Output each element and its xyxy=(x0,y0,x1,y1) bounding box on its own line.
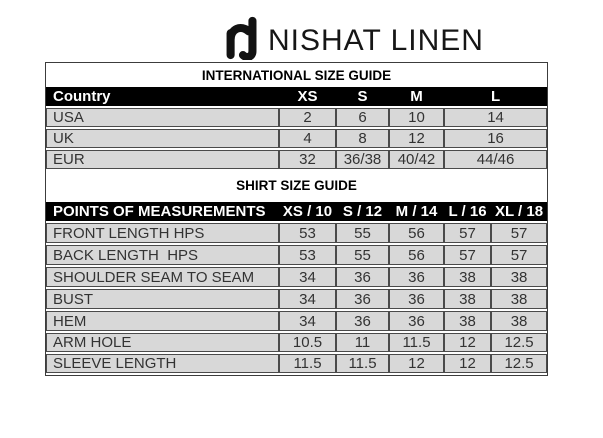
measurement-value: 36 xyxy=(389,289,444,309)
row-label: HEM xyxy=(46,311,279,331)
measurement-value: 12.5 xyxy=(491,354,547,373)
table-row-hem xyxy=(46,311,547,331)
size-value: 8 xyxy=(336,129,389,148)
international-header-row xyxy=(46,87,547,106)
international-size-guide-section xyxy=(46,65,547,85)
measurement-value: 10.5 xyxy=(279,333,336,352)
measurement-value: 11.5 xyxy=(336,354,389,373)
size-value: 44/46 xyxy=(444,150,547,169)
measurement-value: 57 xyxy=(444,223,491,243)
size-value: 2 xyxy=(279,108,336,127)
measurement-value: 55 xyxy=(336,223,389,243)
international-size-guide-title: INTERNATIONAL SIZE GUIDE xyxy=(46,65,547,85)
measurement-value: 12 xyxy=(444,354,491,373)
measurement-value: 57 xyxy=(444,245,491,265)
measurement-value: 36 xyxy=(389,267,444,287)
measurement-value: 36 xyxy=(336,311,389,331)
measurement-value: 57 xyxy=(491,245,547,265)
size-value: 32 xyxy=(279,150,336,169)
measurement-value: 38 xyxy=(444,267,491,287)
table-row-shoulder-seam xyxy=(46,267,547,287)
column-header-points-of-measurements: POINTS OF MEASUREMENTS xyxy=(46,202,279,221)
measurement-value: 36 xyxy=(336,267,389,287)
row-label: EUR xyxy=(46,150,279,169)
measurement-value: 38 xyxy=(491,267,547,287)
measurement-value: 36 xyxy=(389,311,444,331)
measurement-value: 57 xyxy=(491,223,547,243)
size-value: 16 xyxy=(444,129,547,148)
size-value: 36/38 xyxy=(336,150,389,169)
size-value: 14 xyxy=(444,108,547,127)
row-label: UK xyxy=(46,129,279,148)
column-header-s: S xyxy=(336,87,389,106)
table-row-arm-hole xyxy=(46,333,547,352)
size-value: 4 xyxy=(279,129,336,148)
size-guide-table xyxy=(45,62,548,376)
measurement-value: 55 xyxy=(336,245,389,265)
column-header-xs: XS xyxy=(279,87,336,106)
table-row-bust xyxy=(46,289,547,309)
row-label: SHOULDER SEAM TO SEAM xyxy=(46,267,279,287)
column-header-xl-18: XL / 18 xyxy=(491,202,547,221)
size-value: 6 xyxy=(336,108,389,127)
measurement-value: 12 xyxy=(444,333,491,352)
size-guide-grid xyxy=(46,63,547,375)
row-label: FRONT LENGTH HPS xyxy=(46,223,279,243)
table-row-usa xyxy=(46,108,547,127)
table-row-uk xyxy=(46,129,547,148)
measurement-value: 11.5 xyxy=(389,333,444,352)
shirt-header-row xyxy=(46,202,547,221)
measurement-value: 38 xyxy=(444,311,491,331)
column-header-m: M xyxy=(389,87,444,106)
size-value: 10 xyxy=(389,108,444,127)
nishat-monogram-icon xyxy=(223,14,261,60)
column-header-country: Country xyxy=(46,87,279,106)
measurement-value: 38 xyxy=(491,289,547,309)
size-value: 40/42 xyxy=(389,150,444,169)
measurement-value: 38 xyxy=(491,311,547,331)
column-header-l-16: L / 16 xyxy=(444,202,491,221)
measurement-value: 53 xyxy=(279,245,336,265)
brand-name: NISHAT LINEN xyxy=(268,24,484,57)
column-header-xs-10: XS / 10 xyxy=(279,202,336,221)
column-header-s-12: S / 12 xyxy=(336,202,389,221)
shirt-size-guide-section xyxy=(46,171,547,200)
measurement-value: 11.5 xyxy=(279,354,336,373)
brand-logo xyxy=(223,14,484,60)
measurement-value: 12 xyxy=(389,354,444,373)
measurement-value: 53 xyxy=(279,223,336,243)
measurement-value: 38 xyxy=(444,289,491,309)
size-value: 12 xyxy=(389,129,444,148)
table-row-sleeve-length xyxy=(46,354,547,373)
table-row-back-length xyxy=(46,245,547,265)
measurement-value: 56 xyxy=(389,223,444,243)
measurement-value: 34 xyxy=(279,289,336,309)
measurement-value: 36 xyxy=(336,289,389,309)
column-header-m-14: M / 14 xyxy=(389,202,444,221)
row-label: BACK LENGTH HPS xyxy=(46,245,279,265)
shirt-size-guide-title: SHIRT SIZE GUIDE xyxy=(46,171,547,200)
row-label: USA xyxy=(46,108,279,127)
measurement-value: 12.5 xyxy=(491,333,547,352)
row-label: SLEEVE LENGTH xyxy=(46,354,279,373)
measurement-value: 56 xyxy=(389,245,444,265)
measurement-value: 34 xyxy=(279,311,336,331)
measurement-value: 11 xyxy=(336,333,389,352)
row-label: BUST xyxy=(46,289,279,309)
table-row-front-length xyxy=(46,223,547,243)
column-header-l: L xyxy=(444,87,547,106)
measurement-value: 34 xyxy=(279,267,336,287)
table-row-eur xyxy=(46,150,547,169)
row-label: ARM HOLE xyxy=(46,333,279,352)
